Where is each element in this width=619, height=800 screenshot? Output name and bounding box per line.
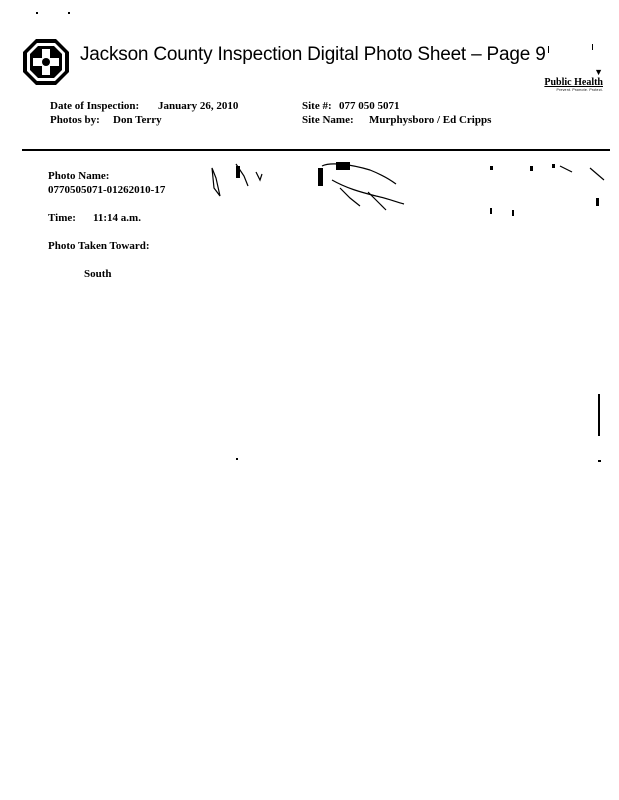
photo-name-value: 0770505071-01262010-17 bbox=[48, 184, 166, 196]
octagon-emblem-icon bbox=[22, 38, 70, 86]
scan-artifact bbox=[68, 12, 70, 14]
photo-name-label: Photo Name: bbox=[48, 170, 110, 182]
site-name-value: Murphysboro / Ed Cripps bbox=[369, 114, 492, 126]
time-value: 11:14 a.m. bbox=[93, 212, 141, 224]
date-of-inspection-value: January 26, 2010 bbox=[158, 100, 239, 112]
scanned-photo bbox=[200, 158, 610, 228]
scan-artifact bbox=[36, 12, 38, 14]
site-number-value: 077 050 5071 bbox=[339, 100, 400, 112]
scan-artifact bbox=[598, 460, 601, 462]
photos-by-value: Don Terry bbox=[113, 114, 162, 126]
public-health-mark-icon: ▼ bbox=[594, 67, 603, 77]
public-health-logo bbox=[523, 68, 603, 92]
site-number-label: Site #: bbox=[302, 100, 332, 112]
scan-artifact bbox=[548, 46, 549, 53]
scan-artifact bbox=[592, 44, 593, 50]
scan-artifact bbox=[598, 394, 600, 436]
public-health-name: Public Health bbox=[544, 77, 603, 88]
page-title: Jackson County Inspection Digital Photo Sheet – Page 9 bbox=[80, 44, 546, 65]
public-health-tagline: Prevent. Promote. Protect. bbox=[556, 88, 603, 92]
scan-artifact bbox=[236, 458, 238, 460]
photos-by-label: Photos by: bbox=[50, 114, 100, 126]
header-divider bbox=[22, 149, 610, 151]
photo-taken-toward-value: South bbox=[84, 268, 112, 280]
date-of-inspection-label: Date of Inspection: bbox=[50, 100, 140, 112]
time-label: Time: bbox=[48, 212, 76, 224]
photo-taken-toward-label: Photo Taken Toward: bbox=[48, 240, 150, 252]
site-name-label: Site Name: bbox=[302, 114, 354, 126]
